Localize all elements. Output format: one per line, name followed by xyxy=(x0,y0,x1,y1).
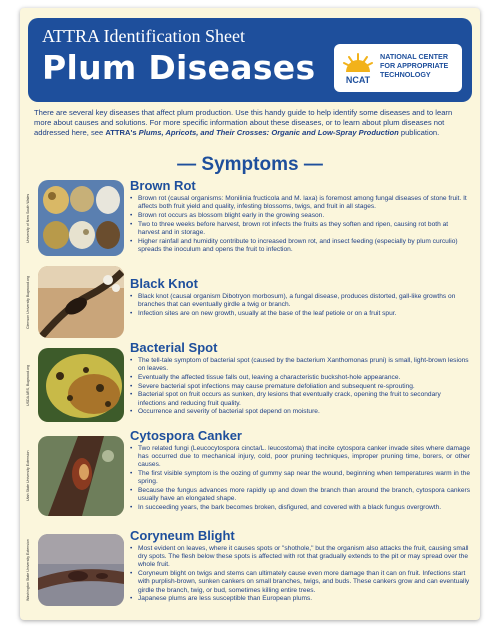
bullet-item: • Infection sites are on new growth, usually at the base of the leaf petiole or on a fruit spur. xyxy=(130,310,470,318)
intro-text-end: publication. xyxy=(398,128,440,137)
cytospora-canker-photo xyxy=(38,436,124,516)
bullet-item: • Black knot (causal organism Dibotryon morbosum), a fungal disease, produces distorted, gall-like growths on branches that can eventually girdle a twig or branch. xyxy=(130,293,470,309)
cytospora-canker-section xyxy=(130,428,470,513)
bullet-item: • Brown rot (causal organisms: Monilinia fructicola and M. laxa) is foremost among fungal diseases of stone fruit. It affects both fruit yield and quality, infesting blossoms, twigs, and fruit in all stages. xyxy=(130,195,470,211)
bullet-item: • The tell-tale symptom of bacterial spot (caused by the bacterium Xanthomonas pruni) is small, light-brown lesions on leaves. xyxy=(130,357,470,373)
coryneum-blight-photo-block xyxy=(26,534,124,606)
brown-rot-photo-block xyxy=(26,180,124,256)
section-title: Bacterial Spot xyxy=(130,340,218,355)
black-knot-photo xyxy=(38,266,124,338)
black-knot-section xyxy=(130,276,470,319)
cytospora-canker-photo-block xyxy=(26,436,124,516)
brown-rot-section xyxy=(130,178,470,254)
section-title: Coryneum Blight xyxy=(130,528,235,543)
symptoms-header: — Symptoms — xyxy=(177,154,323,175)
identification-sheet xyxy=(20,8,480,620)
photo-credit: USDA ARS, Bugwood.org xyxy=(26,364,30,406)
bullet-item: • Because the fungus advances more rapidly up and down the branch than around the branch, cytospora cankers usually have an elongated shape. xyxy=(130,487,470,503)
attra-label: ATTRA's xyxy=(105,128,137,137)
sheet-subtitle: ATTRA Identification Sheet xyxy=(42,26,245,46)
coryneum-blight-photo xyxy=(38,534,124,606)
intro-text: There are several key diseases that affect plum production. Use this handy guide to help identify some diseases and to learn more about causes and solutions. For more specific information about these diseases, or to learn about plum diseases not addressed here, see xyxy=(34,108,453,137)
intro-paragraph xyxy=(34,108,470,138)
bullet-item: • Severe bacterial spot infections may cause premature defoliation and subsequent re-sprouting. xyxy=(130,383,470,391)
ncat-sun-icon xyxy=(340,48,376,88)
bullet-item: • Brown rot occurs as blossom blight early in the growing season. xyxy=(130,212,470,220)
coryneum-blight-section xyxy=(130,528,470,604)
photo-credit: Utah State University Extension xyxy=(26,450,30,502)
bullet-item: • Bacterial spot on fruit occurs as sunken, dry lesions that eventually crack, opening the fruit to secondary infections and reducing fruit quality. xyxy=(130,391,470,407)
ncat-logo[interactable] xyxy=(334,44,462,92)
logo-text: NATIONAL CENTER FOR APPROPRIATE TECHNOLOGY xyxy=(380,52,449,79)
bacterial-spot-photo xyxy=(38,348,124,422)
bullet-item: • The first visible symptom is the oozing of gummy sap near the wound, beginning when temperatures warm in the spring. xyxy=(130,470,470,486)
bullet-item: • In succeeding years, the bark becomes broken, disfigured, and covered with a black fungus overgrowth. xyxy=(130,504,470,512)
bullet-item: • Two related fungi (Leucocytospora cincta/L. leucostoma) that incite cytospora canker invade sites where damage has occurred due to mechanical injury, cold, poor pruning techniques, improper pruning time, borers, or other causes. xyxy=(130,445,470,470)
bacterial-spot-photo-block xyxy=(26,348,124,422)
photo-credit: Washington State University Extension xyxy=(26,539,30,601)
brown-rot-photo xyxy=(38,180,124,256)
section-title: Black Knot xyxy=(130,276,198,291)
photo-credit: University of New South Wales xyxy=(26,193,30,243)
section-title: Brown Rot xyxy=(130,178,196,193)
black-knot-photo-block xyxy=(26,266,124,338)
bacterial-spot-section xyxy=(130,340,470,417)
publication-link[interactable]: Plums, Apricots, and Their Crosses: Organic and Low-Spray Production xyxy=(138,128,399,137)
bullet-item: • Eventually the affected tissue falls out, leaving a characteristic buckshot-hole appearance. xyxy=(130,374,470,382)
section-title: Cytospora Canker xyxy=(130,428,242,443)
bullet-item: • Two to three weeks before harvest, brown rot infects the fruits as they soften and ripen, causing rot both at harvest and in storage. xyxy=(130,221,470,237)
photo-credit: Clemson University Bugwood.org xyxy=(26,275,30,329)
header-banner xyxy=(28,18,472,102)
bullet-item: • Japanese plums are less susceptible than European plums. xyxy=(130,595,470,603)
bullet-item: • Coryneum blight on twigs and stems can ultimately cause even more damage than it can on fruit. Infections start with purplish-brown, sunken cankers on small branches, twigs, and buds. These cankers grow and can eventually girdle the branch, twig, or bud, sometimes killing entire trees. xyxy=(130,570,470,595)
bullet-item: • Most evident on leaves, where it causes spots or "shothole," but the organism also attacks the fruit, causing small dry spots. The flesh below these spots is affected with rot that gradually extends to the pit or may spread over the whole fruit. xyxy=(130,545,470,570)
logo-word: NCAT xyxy=(345,75,371,85)
bullet-item: • Occurrence and severity of bacterial spot depend on moisture. xyxy=(130,408,470,416)
bullet-item: • Higher rainfall and humidity contribute to increased brown rot, and insect feeding (especially by plum curculio) spreads the inoculum and opens the fruit to infection. xyxy=(130,238,470,254)
page-title: Plum Diseases xyxy=(42,48,316,87)
